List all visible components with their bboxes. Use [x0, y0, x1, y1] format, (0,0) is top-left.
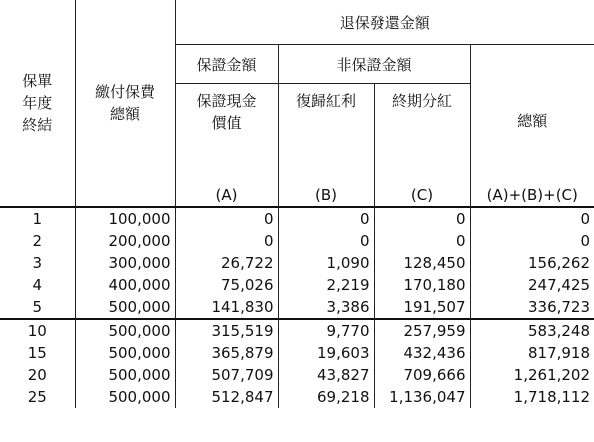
total-cell: 583,248: [470, 319, 594, 342]
policy-year-cell: 1: [32, 210, 43, 228]
premium-cell: 100,000: [75, 207, 175, 230]
reversionary-bonus-cell: 0: [278, 230, 374, 252]
table-row: [0, 207, 594, 230]
cash-value-cell: 0: [175, 207, 278, 230]
cash-value-cell: 512,847: [175, 386, 278, 408]
cash-value-cell: 26,722: [175, 252, 278, 274]
premium-total-header: [75, 0, 175, 207]
total-cell: 247,425: [470, 274, 594, 296]
policy-year-header-line3: 終結: [22, 116, 53, 134]
terminal-dividend-cell: 1,136,047: [374, 386, 470, 408]
table-row: [0, 252, 594, 274]
total-cell: 817,918: [470, 342, 594, 364]
table-row: [0, 274, 594, 296]
policy-year-cell: 15: [27, 344, 47, 362]
terminal-dividend-header-code: (C): [410, 186, 434, 204]
total-cell: 1,261,202: [470, 364, 594, 386]
reversionary-bonus-cell: 43,827: [278, 364, 374, 386]
policy-year-cell: 4: [32, 276, 43, 294]
premium-cell: 500,000: [75, 342, 175, 364]
reversionary-bonus-cell: 2,219: [278, 274, 374, 296]
reversionary-bonus-header-label: 復歸紅利: [295, 92, 356, 110]
total-cell: 336,723: [470, 296, 594, 319]
guaranteed-cash-value-header: [175, 84, 278, 208]
non-guaranteed-amount-header: 非保證金額: [278, 45, 470, 84]
terminal-dividend-cell: 128,450: [374, 252, 470, 274]
cash-value-header-line1: 保證現金: [196, 92, 257, 110]
table-row: [0, 296, 594, 319]
total-header-code: (A)+(B)+(C): [486, 185, 578, 204]
policy-year-cell: 25: [27, 388, 47, 406]
guaranteed-amount-header: 保證金額: [175, 45, 278, 84]
terminal-dividend-cell: 709,666: [374, 364, 470, 386]
reversionary-bonus-cell: 1,090: [278, 252, 374, 274]
cash-value-cell: 315,519: [175, 319, 278, 342]
premium-cell: 500,000: [75, 364, 175, 386]
premium-cell: 500,000: [75, 386, 175, 408]
premium-header-line1: 繳付保費: [94, 83, 155, 101]
policy-year-header-line1: 保單: [22, 72, 53, 90]
terminal-dividend-cell: 257,959: [374, 319, 470, 342]
premium-header-line2: 總額: [109, 105, 140, 123]
table-row: [0, 319, 594, 342]
reversionary-bonus-cell: 0: [278, 207, 374, 230]
terminal-dividend-cell: 432,436: [374, 342, 470, 364]
table-row: [0, 386, 594, 408]
terminal-dividend-cell: 0: [374, 230, 470, 252]
cash-value-header-code: (A): [215, 186, 238, 204]
cash-value-header-line2: 價值: [211, 114, 242, 132]
reversionary-bonus-cell: 69,218: [278, 386, 374, 408]
total-header-label: 總額: [517, 111, 548, 130]
total-cell: 0: [470, 230, 594, 252]
terminal-dividend-header: [374, 84, 470, 208]
reversionary-bonus-header-code: (B): [315, 186, 337, 204]
table-body: [0, 207, 594, 408]
reversionary-bonus-header: [278, 84, 374, 208]
table-row: [0, 342, 594, 364]
table-row: [0, 230, 594, 252]
terminal-dividend-header-label: 終期分紅: [391, 92, 452, 110]
cash-value-cell: 75,026: [175, 274, 278, 296]
terminal-dividend-cell: 170,180: [374, 274, 470, 296]
policy-year-header-line2: 年度: [22, 94, 53, 112]
surrender-amount-group-header: 退保發還金額: [175, 0, 594, 45]
policy-year-cell: 10: [0, 319, 75, 342]
premium-cell: 500,000: [75, 319, 175, 342]
terminal-dividend-cell: 191,507: [374, 296, 470, 319]
premium-cell: 400,000: [75, 274, 175, 296]
total-header: [470, 45, 594, 208]
total-cell: 0: [470, 207, 594, 230]
cash-value-cell: 507,709: [175, 364, 278, 386]
policy-year-cell: 5: [32, 298, 43, 316]
reversionary-bonus-cell: 19,603: [278, 342, 374, 364]
premium-cell: 300,000: [75, 252, 175, 274]
total-cell: 1,718,112: [470, 386, 594, 408]
table-row: [0, 364, 594, 386]
premium-cell: 500,000: [75, 296, 175, 319]
premium-cell: 200,000: [75, 230, 175, 252]
cash-value-cell: 365,879: [175, 342, 278, 364]
reversionary-bonus-cell: 3,386: [278, 296, 374, 319]
cash-value-cell: 141,830: [175, 296, 278, 319]
terminal-dividend-cell: 0: [374, 207, 470, 230]
reversionary-bonus-cell: 9,770: [278, 319, 374, 342]
policy-year-cell: 2: [32, 232, 43, 250]
total-cell: 156,262: [470, 252, 594, 274]
policy-year-header: [0, 0, 75, 207]
cash-value-cell: 0: [175, 230, 278, 252]
policy-year-cell: 20: [27, 366, 47, 384]
policy-year-cell: 3: [32, 254, 43, 272]
